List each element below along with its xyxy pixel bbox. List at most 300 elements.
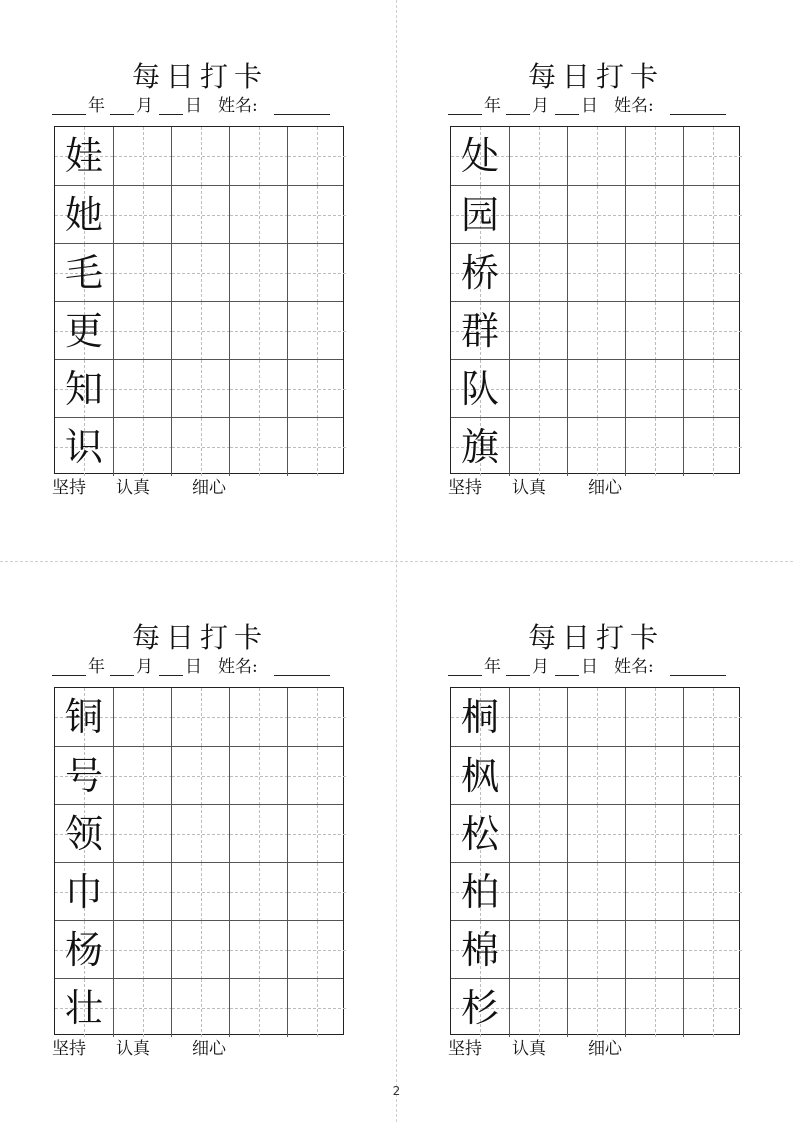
guide-line-horizontal bbox=[230, 156, 288, 157]
grid-row bbox=[451, 359, 739, 418]
model-character-cell bbox=[451, 863, 509, 921]
practice-cell[interactable] bbox=[683, 244, 741, 302]
guide-line-horizontal bbox=[568, 331, 626, 332]
practice-cell[interactable] bbox=[683, 747, 741, 805]
grid-row bbox=[55, 746, 343, 805]
practice-cell[interactable] bbox=[509, 186, 567, 244]
guide-line-horizontal bbox=[510, 717, 568, 718]
practice-cell[interactable] bbox=[171, 921, 229, 979]
fill-in-blank[interactable] bbox=[159, 114, 183, 115]
guide-line-horizontal bbox=[684, 156, 742, 157]
date-label-month: 月 bbox=[532, 96, 549, 116]
model-character-cell bbox=[55, 921, 113, 979]
practice-cell[interactable] bbox=[113, 921, 171, 979]
guide-line-horizontal bbox=[172, 776, 230, 777]
practice-cell[interactable] bbox=[625, 747, 683, 805]
practice-cell[interactable] bbox=[229, 921, 287, 979]
practice-cell[interactable] bbox=[683, 418, 741, 476]
model-character-cell bbox=[55, 302, 113, 360]
model-character-cell bbox=[55, 688, 113, 746]
motto-word: 认真 bbox=[116, 1039, 150, 1059]
model-character-cell bbox=[451, 688, 509, 746]
practice-cell[interactable] bbox=[229, 186, 287, 244]
guide-line-horizontal bbox=[626, 834, 684, 835]
practice-cell[interactable] bbox=[625, 360, 683, 418]
guide-line-horizontal bbox=[510, 834, 568, 835]
guide-line-horizontal bbox=[114, 776, 172, 777]
practice-cell[interactable] bbox=[171, 186, 229, 244]
model-character: 巾 bbox=[64, 870, 103, 914]
practice-cell[interactable] bbox=[171, 688, 229, 746]
guide-line-horizontal bbox=[626, 892, 684, 893]
practice-cell[interactable] bbox=[229, 688, 287, 746]
practice-cell[interactable] bbox=[171, 418, 229, 476]
date-label-day: 日 bbox=[185, 96, 202, 116]
practice-cell[interactable] bbox=[509, 747, 567, 805]
practice-cell[interactable] bbox=[625, 688, 683, 746]
practice-cell[interactable] bbox=[567, 127, 625, 185]
guide-line-horizontal bbox=[568, 1008, 626, 1009]
guide-line-horizontal bbox=[568, 389, 626, 390]
writing-grid bbox=[450, 126, 740, 474]
fill-in-blank[interactable] bbox=[448, 675, 482, 676]
guide-line-horizontal bbox=[172, 892, 230, 893]
date-name-line bbox=[50, 655, 350, 679]
model-character-cell bbox=[451, 979, 509, 1037]
practice-cell[interactable] bbox=[567, 688, 625, 746]
practice-cell[interactable] bbox=[625, 418, 683, 476]
fill-in-blank[interactable] bbox=[555, 114, 579, 115]
guide-line-horizontal bbox=[230, 1008, 288, 1009]
fill-in-blank[interactable] bbox=[110, 675, 134, 676]
guide-line-horizontal bbox=[568, 717, 626, 718]
guide-line-horizontal bbox=[230, 215, 288, 216]
practice-cell[interactable] bbox=[287, 418, 345, 476]
guide-line-horizontal bbox=[230, 273, 288, 274]
model-character: 领 bbox=[64, 812, 103, 856]
practice-cell[interactable] bbox=[509, 921, 567, 979]
fill-in-blank[interactable] bbox=[506, 675, 530, 676]
guide-line-horizontal bbox=[172, 717, 230, 718]
motto-word: 细心 bbox=[192, 478, 226, 498]
practice-cell[interactable] bbox=[287, 921, 345, 979]
guide-line-horizontal bbox=[626, 1008, 684, 1009]
practice-cell[interactable] bbox=[287, 186, 345, 244]
model-character: 旗 bbox=[460, 425, 499, 469]
practice-cell[interactable] bbox=[567, 302, 625, 360]
guide-line-horizontal bbox=[510, 389, 568, 390]
practice-cell[interactable] bbox=[113, 127, 171, 185]
guide-line-horizontal bbox=[626, 950, 684, 951]
motto-word: 坚持 bbox=[52, 478, 86, 498]
guide-line-horizontal bbox=[230, 389, 288, 390]
guide-line-horizontal bbox=[230, 331, 288, 332]
practice-cell[interactable] bbox=[171, 863, 229, 921]
writing-grid bbox=[450, 687, 740, 1035]
grid-row bbox=[55, 359, 343, 418]
practice-cell[interactable] bbox=[625, 863, 683, 921]
model-character: 壮 bbox=[64, 986, 103, 1030]
date-label-year: 年 bbox=[88, 657, 105, 677]
model-character-cell bbox=[55, 186, 113, 244]
practice-cell[interactable] bbox=[287, 688, 345, 746]
practice-cell[interactable] bbox=[171, 747, 229, 805]
practice-cell[interactable] bbox=[113, 244, 171, 302]
fill-in-blank[interactable] bbox=[670, 114, 726, 115]
date-label-day: 日 bbox=[581, 96, 598, 116]
guide-line-horizontal bbox=[684, 950, 742, 951]
practice-cell[interactable] bbox=[113, 863, 171, 921]
motto-word: 认真 bbox=[116, 478, 150, 498]
practice-cell[interactable] bbox=[229, 302, 287, 360]
practice-cell[interactable] bbox=[625, 805, 683, 863]
model-character: 处 bbox=[460, 134, 499, 178]
grid-row bbox=[451, 127, 739, 185]
card-title: 每日打卡 bbox=[131, 621, 268, 654]
practice-cell[interactable] bbox=[171, 805, 229, 863]
practice-cell[interactable] bbox=[509, 688, 567, 746]
practice-cell[interactable] bbox=[287, 805, 345, 863]
guide-line-horizontal bbox=[684, 776, 742, 777]
fill-in-blank[interactable] bbox=[274, 114, 330, 115]
model-character-cell bbox=[55, 360, 113, 418]
practice-cell[interactable] bbox=[229, 418, 287, 476]
guide-line-horizontal bbox=[288, 834, 346, 835]
grid-row bbox=[55, 920, 343, 979]
practice-cell[interactable] bbox=[683, 688, 741, 746]
guide-line-horizontal bbox=[510, 156, 568, 157]
practice-cell[interactable] bbox=[509, 360, 567, 418]
practice-cell[interactable] bbox=[683, 979, 741, 1037]
guide-line-horizontal bbox=[288, 389, 346, 390]
guide-line-horizontal bbox=[684, 331, 742, 332]
fill-in-blank[interactable] bbox=[670, 675, 726, 676]
guide-line-horizontal bbox=[114, 717, 172, 718]
model-character-cell bbox=[451, 921, 509, 979]
model-character: 园 bbox=[460, 193, 499, 237]
date-name-line bbox=[446, 94, 746, 118]
practice-card bbox=[50, 619, 350, 1059]
grid-row bbox=[55, 688, 343, 746]
card-title: 每日打卡 bbox=[527, 60, 664, 93]
date-label-year: 年 bbox=[484, 96, 501, 116]
practice-cell[interactable] bbox=[113, 979, 171, 1037]
motto-word: 细心 bbox=[192, 1039, 226, 1059]
practice-cell[interactable] bbox=[625, 127, 683, 185]
guide-line-horizontal bbox=[510, 950, 568, 951]
model-character: 柏 bbox=[460, 870, 499, 914]
guide-line-horizontal bbox=[568, 892, 626, 893]
practice-cell[interactable] bbox=[171, 979, 229, 1037]
practice-cell[interactable] bbox=[171, 302, 229, 360]
guide-line-horizontal bbox=[568, 447, 626, 448]
guide-line-horizontal bbox=[626, 331, 684, 332]
guide-line-horizontal bbox=[114, 1008, 172, 1009]
model-character-cell bbox=[55, 747, 113, 805]
date-label-year: 年 bbox=[484, 657, 501, 677]
date-name-line bbox=[50, 94, 350, 118]
date-label-name: 姓名: bbox=[614, 96, 654, 116]
practice-cell[interactable] bbox=[567, 979, 625, 1037]
grid-row bbox=[451, 862, 739, 921]
model-character-cell bbox=[451, 127, 509, 185]
guide-line-horizontal bbox=[288, 950, 346, 951]
practice-cell[interactable] bbox=[113, 747, 171, 805]
date-label-name: 姓名: bbox=[218, 96, 258, 116]
practice-cell[interactable] bbox=[229, 863, 287, 921]
guide-line-horizontal bbox=[684, 834, 742, 835]
motto-word: 坚持 bbox=[448, 478, 482, 498]
guide-line-horizontal bbox=[626, 776, 684, 777]
date-label-day: 日 bbox=[185, 657, 202, 677]
model-character-cell bbox=[451, 805, 509, 863]
motto-word: 坚持 bbox=[448, 1039, 482, 1059]
grid-row bbox=[451, 920, 739, 979]
grid-row bbox=[451, 185, 739, 244]
practice-cell[interactable] bbox=[567, 805, 625, 863]
practice-cell[interactable] bbox=[287, 863, 345, 921]
guide-line-horizontal bbox=[684, 892, 742, 893]
practice-card bbox=[446, 58, 746, 498]
guide-line-horizontal bbox=[230, 950, 288, 951]
grid-row bbox=[451, 243, 739, 302]
model-character: 更 bbox=[64, 309, 103, 353]
practice-cell[interactable] bbox=[113, 186, 171, 244]
fill-in-blank[interactable] bbox=[52, 114, 86, 115]
motto-word: 认真 bbox=[512, 478, 546, 498]
practice-cell[interactable] bbox=[567, 418, 625, 476]
model-character: 知 bbox=[64, 367, 103, 411]
grid-row bbox=[451, 804, 739, 863]
practice-cell[interactable] bbox=[683, 302, 741, 360]
guide-line-horizontal bbox=[510, 1008, 568, 1009]
guide-line-horizontal bbox=[568, 215, 626, 216]
fill-in-blank[interactable] bbox=[448, 114, 482, 115]
model-character: 群 bbox=[460, 309, 499, 353]
practice-cell[interactable] bbox=[567, 360, 625, 418]
model-character-cell bbox=[55, 863, 113, 921]
model-character: 杨 bbox=[64, 928, 103, 972]
practice-cell[interactable] bbox=[509, 418, 567, 476]
guide-line-horizontal bbox=[684, 1008, 742, 1009]
guide-line-horizontal bbox=[288, 331, 346, 332]
model-character: 毛 bbox=[64, 251, 103, 295]
practice-cell[interactable] bbox=[229, 127, 287, 185]
date-label-name: 姓名: bbox=[218, 657, 258, 677]
date-label-year: 年 bbox=[88, 96, 105, 116]
practice-cell[interactable] bbox=[287, 979, 345, 1037]
fill-in-blank[interactable] bbox=[274, 675, 330, 676]
date-label-month: 月 bbox=[136, 96, 153, 116]
model-character: 杉 bbox=[460, 986, 499, 1030]
card-title: 每日打卡 bbox=[527, 621, 664, 654]
fill-in-blank[interactable] bbox=[110, 114, 134, 115]
grid-row bbox=[451, 301, 739, 360]
guide-line-horizontal bbox=[288, 215, 346, 216]
grid-row bbox=[451, 746, 739, 805]
practice-card bbox=[446, 619, 746, 1059]
practice-cell[interactable] bbox=[171, 127, 229, 185]
model-character: 识 bbox=[64, 425, 103, 469]
guide-line-horizontal bbox=[288, 892, 346, 893]
practice-cell[interactable] bbox=[113, 418, 171, 476]
practice-cell[interactable] bbox=[567, 186, 625, 244]
model-character: 桐 bbox=[460, 695, 499, 739]
guide-line-horizontal bbox=[172, 273, 230, 274]
practice-cell[interactable] bbox=[683, 863, 741, 921]
guide-line-horizontal bbox=[568, 156, 626, 157]
practice-cell[interactable] bbox=[287, 127, 345, 185]
guide-line-horizontal bbox=[684, 447, 742, 448]
guide-line-horizontal bbox=[626, 215, 684, 216]
practice-cell[interactable] bbox=[683, 360, 741, 418]
guide-line-horizontal bbox=[172, 447, 230, 448]
practice-cell[interactable] bbox=[625, 186, 683, 244]
practice-cell[interactable] bbox=[113, 805, 171, 863]
practice-cell[interactable] bbox=[625, 244, 683, 302]
fill-in-blank[interactable] bbox=[506, 114, 530, 115]
guide-line-horizontal bbox=[626, 156, 684, 157]
practice-card bbox=[50, 58, 350, 498]
practice-cell[interactable] bbox=[625, 302, 683, 360]
guide-line-horizontal bbox=[288, 447, 346, 448]
practice-cell[interactable] bbox=[287, 747, 345, 805]
guide-line-horizontal bbox=[230, 447, 288, 448]
practice-cell[interactable] bbox=[509, 244, 567, 302]
practice-cell[interactable] bbox=[509, 863, 567, 921]
practice-cell[interactable] bbox=[171, 244, 229, 302]
guide-line-horizontal bbox=[172, 950, 230, 951]
guide-line-horizontal bbox=[114, 215, 172, 216]
guide-line-horizontal bbox=[172, 156, 230, 157]
grid-row bbox=[451, 978, 739, 1037]
guide-line-horizontal bbox=[230, 717, 288, 718]
practice-cell[interactable] bbox=[229, 360, 287, 418]
grid-row bbox=[55, 185, 343, 244]
guide-line-horizontal bbox=[684, 717, 742, 718]
motto-word: 坚持 bbox=[52, 1039, 86, 1059]
practice-cell[interactable] bbox=[683, 127, 741, 185]
guide-line-horizontal bbox=[626, 717, 684, 718]
guide-line-horizontal bbox=[114, 156, 172, 157]
practice-cell[interactable] bbox=[683, 921, 741, 979]
guide-line-horizontal bbox=[626, 389, 684, 390]
model-character-cell bbox=[55, 418, 113, 476]
practice-cell[interactable] bbox=[287, 302, 345, 360]
model-character: 枫 bbox=[460, 754, 499, 798]
practice-cell[interactable] bbox=[683, 805, 741, 863]
date-label-month: 月 bbox=[136, 657, 153, 677]
practice-cell[interactable] bbox=[509, 302, 567, 360]
guide-line-horizontal bbox=[114, 834, 172, 835]
motto-word: 认真 bbox=[512, 1039, 546, 1059]
model-character: 棉 bbox=[460, 928, 499, 972]
date-name-line bbox=[446, 655, 746, 679]
guide-line-horizontal bbox=[230, 776, 288, 777]
model-character: 桥 bbox=[460, 251, 499, 295]
guide-line-horizontal bbox=[288, 776, 346, 777]
practice-cell[interactable] bbox=[567, 921, 625, 979]
motto-word: 细心 bbox=[588, 1039, 622, 1059]
model-character: 队 bbox=[460, 367, 499, 411]
practice-cell[interactable] bbox=[567, 244, 625, 302]
model-character: 号 bbox=[64, 754, 103, 798]
model-character-cell bbox=[55, 127, 113, 185]
practice-cell[interactable] bbox=[509, 127, 567, 185]
model-character-cell bbox=[55, 979, 113, 1037]
guide-line-horizontal bbox=[684, 215, 742, 216]
guide-line-horizontal bbox=[172, 834, 230, 835]
practice-cell[interactable] bbox=[229, 747, 287, 805]
practice-cell[interactable] bbox=[683, 186, 741, 244]
practice-cell[interactable] bbox=[113, 360, 171, 418]
model-character-cell bbox=[451, 244, 509, 302]
practice-cell[interactable] bbox=[625, 921, 683, 979]
guide-line-horizontal bbox=[114, 447, 172, 448]
guide-line-horizontal bbox=[288, 273, 346, 274]
guide-line-horizontal bbox=[288, 717, 346, 718]
practice-cell[interactable] bbox=[113, 302, 171, 360]
model-character-cell bbox=[451, 360, 509, 418]
grid-row bbox=[55, 417, 343, 476]
model-character-cell bbox=[55, 244, 113, 302]
practice-cell[interactable] bbox=[567, 747, 625, 805]
guide-line-horizontal bbox=[230, 892, 288, 893]
guide-line-horizontal bbox=[510, 273, 568, 274]
practice-cell[interactable] bbox=[113, 688, 171, 746]
grid-row bbox=[55, 301, 343, 360]
card-title: 每日打卡 bbox=[131, 60, 268, 93]
guide-line-horizontal bbox=[510, 776, 568, 777]
guide-line-horizontal bbox=[230, 834, 288, 835]
practice-cell[interactable] bbox=[625, 979, 683, 1037]
guide-line-horizontal bbox=[172, 331, 230, 332]
fill-in-blank[interactable] bbox=[52, 675, 86, 676]
grid-row bbox=[55, 862, 343, 921]
date-label-day: 日 bbox=[581, 657, 598, 677]
guide-line-horizontal bbox=[510, 215, 568, 216]
page-number: 2 bbox=[392, 1084, 401, 1098]
practice-cell[interactable] bbox=[287, 360, 345, 418]
guide-line-horizontal bbox=[568, 950, 626, 951]
model-character: 娃 bbox=[64, 134, 103, 178]
fill-in-blank[interactable] bbox=[159, 675, 183, 676]
fill-in-blank[interactable] bbox=[555, 675, 579, 676]
grid-row bbox=[451, 688, 739, 746]
date-label-name: 姓名: bbox=[614, 657, 654, 677]
model-character: 松 bbox=[460, 812, 499, 856]
guide-line-horizontal bbox=[626, 447, 684, 448]
practice-cell[interactable] bbox=[567, 863, 625, 921]
practice-cell[interactable] bbox=[229, 805, 287, 863]
practice-cell[interactable] bbox=[287, 244, 345, 302]
guide-line-horizontal bbox=[568, 273, 626, 274]
guide-line-horizontal bbox=[172, 215, 230, 216]
practice-cell[interactable] bbox=[229, 979, 287, 1037]
grid-row bbox=[451, 417, 739, 476]
practice-cell[interactable] bbox=[171, 360, 229, 418]
cut-line-horizontal bbox=[0, 561, 793, 562]
practice-cell[interactable] bbox=[509, 805, 567, 863]
grid-row bbox=[55, 804, 343, 863]
practice-cell[interactable] bbox=[229, 244, 287, 302]
motto-word: 细心 bbox=[588, 478, 622, 498]
guide-line-horizontal bbox=[288, 156, 346, 157]
guide-line-horizontal bbox=[626, 273, 684, 274]
guide-line-horizontal bbox=[568, 776, 626, 777]
model-character-cell bbox=[451, 418, 509, 476]
practice-cell[interactable] bbox=[509, 979, 567, 1037]
